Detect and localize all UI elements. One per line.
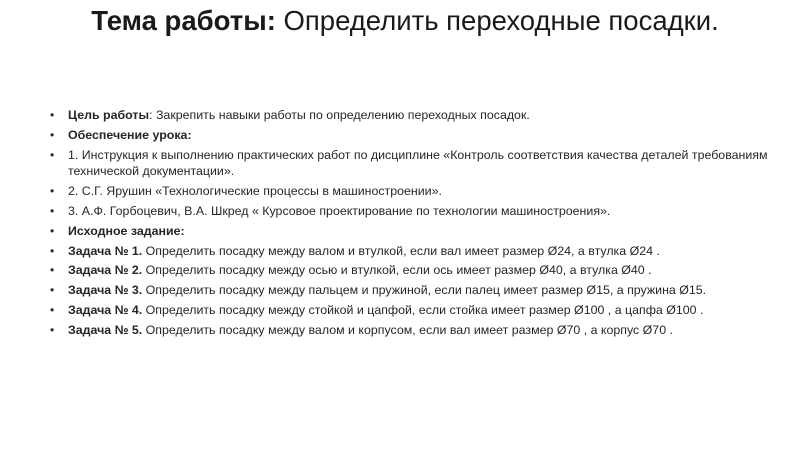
title-rest-part: Определить переходные посадки. bbox=[275, 5, 719, 36]
bullet-dot-icon: • bbox=[50, 183, 55, 198]
bullet-initial-task bbox=[50, 223, 770, 239]
bullet-text: Определить посадку между валом и втулкой, если вал имеет размер Ø24, а втулка Ø24 . bbox=[142, 243, 660, 258]
bullet-ref-3 bbox=[50, 203, 770, 219]
bullet-text: 3. А.Ф. Горбоцевич, В.А. Шкред « Курсовое проектирование по технологии машиностроения». bbox=[68, 203, 611, 218]
bullet-lead: Обеспечение урока: bbox=[68, 127, 192, 142]
bullet-lead: Задача № 5. bbox=[68, 323, 143, 338]
bullet-ref-2 bbox=[50, 183, 770, 199]
bullet-text: Определить посадку между валом и корпусом, если вал имеет размер Ø70 , а корпус Ø70 . bbox=[142, 323, 673, 338]
bullet-dot-icon: • bbox=[50, 108, 55, 122]
bullet-dot-icon: • bbox=[50, 283, 55, 298]
bullet-task-3 bbox=[50, 282, 770, 298]
bullet-dot-icon: • bbox=[50, 223, 55, 238]
bullet-task-4 bbox=[50, 302, 770, 318]
title-bold-part: Тема работы: bbox=[91, 5, 276, 36]
bullet-dot-icon: • bbox=[50, 323, 55, 338]
bullet-lead: Задача № 3. bbox=[68, 283, 143, 298]
bullet-dot-icon: • bbox=[50, 303, 55, 318]
bullet-dot-icon: • bbox=[50, 203, 55, 218]
bullet-lead: Цель работы bbox=[68, 108, 150, 122]
bullet-lead: Задача № 1. bbox=[68, 243, 143, 258]
bullet-task-5 bbox=[50, 322, 770, 338]
bullet-text: Определить посадку между пальцем и пружиной, если палец имеет размер Ø15, а пружина Ø15. bbox=[142, 283, 707, 298]
bullet-dot-icon: • bbox=[50, 127, 55, 142]
bullet-text: Определить посадку между стойкой и цапфой, если стойка имеет размер Ø100 , а цапфа Ø100 . bbox=[142, 303, 704, 318]
bullet-list bbox=[50, 107, 770, 342]
bullet-lead: Задача № 4. bbox=[68, 303, 143, 318]
bullet-lead: Задача № 2. bbox=[68, 263, 143, 278]
bullet-support bbox=[50, 127, 770, 143]
bullet-ref-1 bbox=[50, 147, 770, 179]
bullet-text: 2. С.Г. Ярушин «Технологические процессы в машиностроении». bbox=[68, 183, 442, 198]
bullet-goal bbox=[50, 107, 770, 123]
bullet-text: : Закрепить навыки работы по определению переходных посадок. bbox=[149, 108, 530, 122]
bullet-dot-icon: • bbox=[50, 147, 55, 162]
bullet-text: 1. Инструкция к выполнению практических работ по дисциплине «Контроль соответствия качества деталей требованиям технической документации». bbox=[68, 147, 768, 178]
bullet-task-2 bbox=[50, 262, 770, 278]
bullet-text: Определить посадку между осью и втулкой, если ось имеет размер Ø40, а втулка Ø40 . bbox=[142, 263, 652, 278]
bullet-lead: Исходное задание: bbox=[68, 223, 185, 238]
bullet-task-1 bbox=[50, 243, 770, 259]
slide-title bbox=[60, 2, 750, 40]
bullet-dot-icon: • bbox=[50, 263, 55, 278]
bullet-dot-icon: • bbox=[50, 243, 55, 258]
